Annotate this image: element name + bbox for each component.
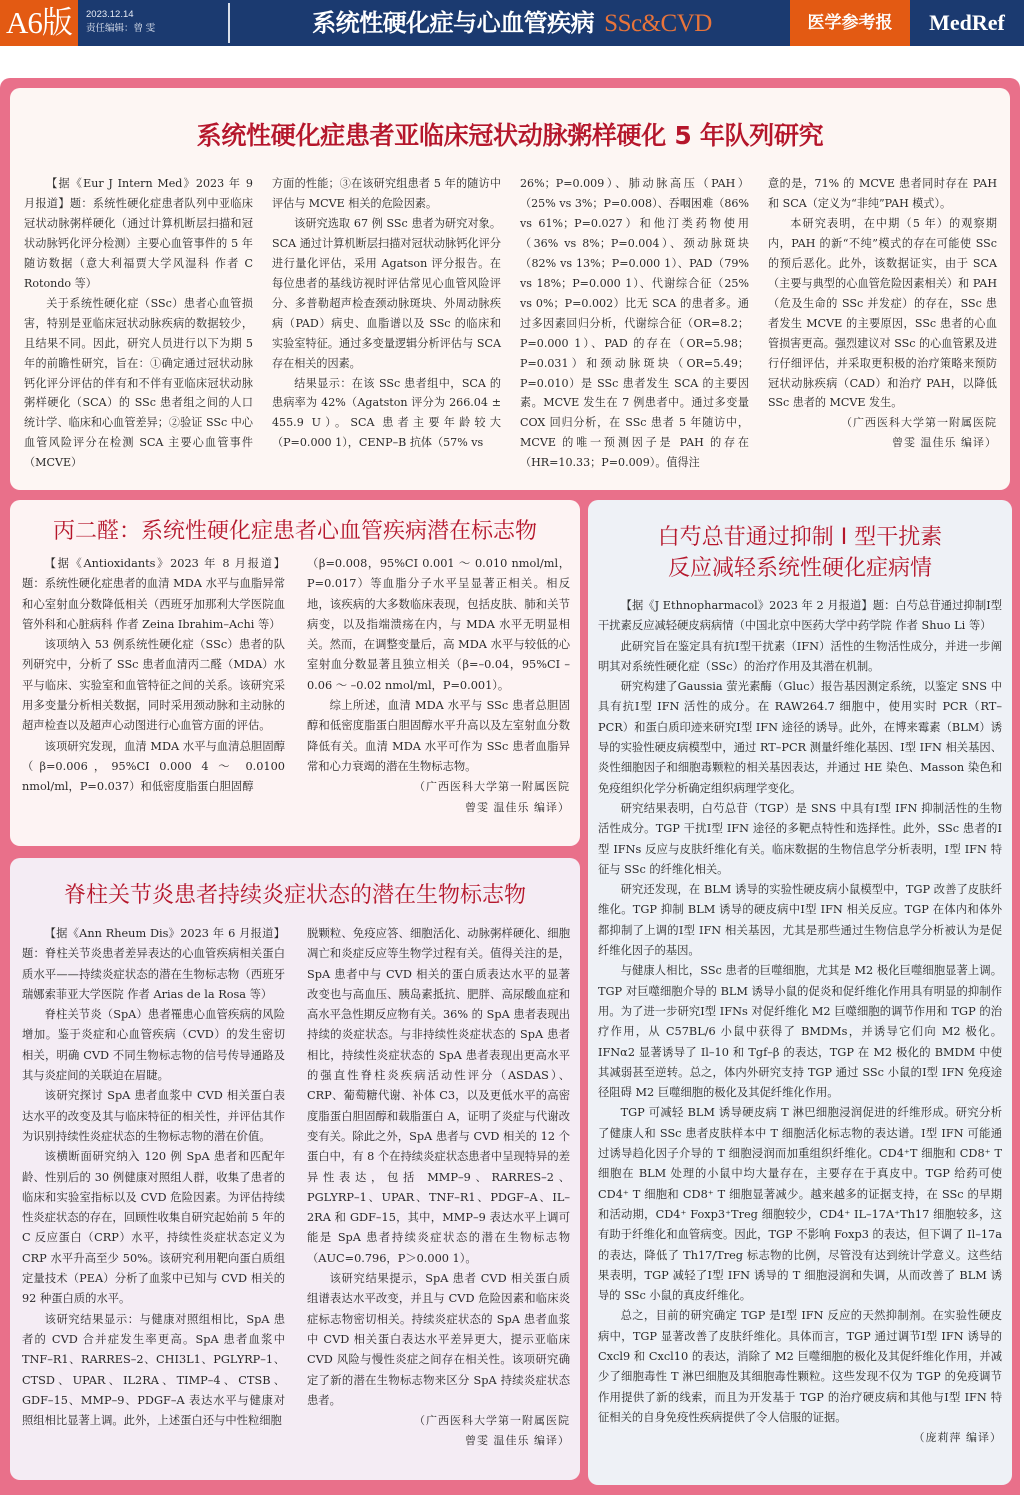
translator-credit: （庞莉萍 编译） <box>913 1431 1002 1445</box>
paragraph: 脊柱关节炎（SpA）患者罹患心血管疾病的风险增加。鉴于炎症和心血管疾病（CVD）的发生密切相关，明确 CVD 不同生物标志物的信号传导通路及其与炎症间的关联迫在眉睫。 <box>22 1008 285 1083</box>
article-body <box>22 924 570 1476</box>
article-title: 系统性硬化症患者亚临床冠状动脉粥样硬化 5 年队列研究 <box>196 121 824 150</box>
paragraph: 【据《J Ethnopharmacol》2023 年 2 月报道】题：白芍总苷通过抑制Ⅰ型干扰素反应减轻硬皮病病情（中国北京中医药大学中药学院 作者 Shuo Li 等） <box>598 599 1002 633</box>
section-title <box>232 0 792 46</box>
brand-en-logo: MedRef <box>929 10 1005 35</box>
source-credit: （广西医科大学第一附属医院 <box>414 1414 570 1428</box>
issue-date: 2023.12.14 <box>86 9 134 20</box>
paragraph: 本研究表明，在中期（5 年）的观察期内，PAH 的新“不纯”模式的存在可能使 SSc 的预后恶化。此外，该数据证实，由于 SCA（主要与典型的心血管危险因素相关）和 PAH（危及生命的 SSc 并发症）的存在，SSc 患者发生 MCVE 的主要原因，SSc 患者的心血管损害更高。强烈建议对 SSc 的心血管累及进行仔细评估，并采取更积极的治疗策略来预防冠状动脉疾病（CAD）和治疗 PAH，以降低 SSc 患者的 MCVE 发生。 <box>768 216 997 410</box>
source-credit: （广西医科大学第一附属医院 <box>414 780 570 794</box>
paragraph: 该项纳入 53 例系统性硬化症（SSc）患者的队列研究中，分析了 SSc 患者血清丙二醛（MDA）水平与临床、实验室和血管特征之间的关系。该研究采用多变量分析相关数据，同时采用颈动脉和主动脉的超声检查以及超声心动图进行心血管方面的评估。 <box>22 638 285 733</box>
paragraph: 该项研究发现，血清 MDA 水平与血清总胆固醇（β=0.006，95%CI 0.000 4 ～ 0.0100 nmol/ml，P=0.037）和低密度脂蛋白胆固醇 <box>22 739 285 794</box>
column-3 <box>520 174 749 473</box>
paragraph: 该研究探讨 SpA 患者血浆中 CVD 相关蛋白表达水平的改变及其与临床特征的相关性，并评估其作为识别持续性炎症状态的生物标志物的潜在价值。 <box>22 1089 285 1143</box>
article-title <box>588 522 1012 584</box>
article-tgp-ifn <box>588 500 1012 1485</box>
paragraph: 研究结果表明，白芍总苷（TGP）是 SNS 中具有Ⅰ型 IFN 抑制活性的生物活性成分。TGP 干扰Ⅰ型 IFN 途径的多靶点特性和选择性。此外，SSc 患者的Ⅰ型 IFNs 反应与皮肤纤维化有关。临床数据的生物信息学分析表明，Ⅰ型 IFN 特征与 SSc 的纤维化相关。 <box>598 801 1002 876</box>
paragraph: 综上所述，血清 MDA 水平与 SSc 患者总胆固醇和低密度脂蛋白胆固醇水平升高以及左室射血分数降低有关。血清 MDA 水平可作为 SSc 患者血脂异常和心力衰竭的潜在生物标志物。 <box>307 699 570 773</box>
paragraph: 【据《Ann Rheum Dis》2023 年 6 月报道】题：脊柱关节炎患者差异表达的心血管疾病相关蛋白质水平——持续炎症状态的潜在生物标志物（西班牙瑞娜索菲亚大学医院 作者 Arias de la Rosa 等） <box>22 927 285 1001</box>
page-header <box>0 0 1024 46</box>
paragraph: 该横断面研究纳入 120 例 SpA 患者和匹配年龄、性别后的 30 例健康对照组人群，收集了患者的临床和实验室指标以及 CVD 危险因素。为评估持续性炎症状态的存在，回顾性收集自研究起始前 5 年的 C 反应蛋白（CRP）水平，持续性炎症状态定义为 CRP 水平升高至少 50%。该研究利用靶向蛋白质组定量技术（PEA）分析了血浆中已知与 CVD 相关的 92 种蛋白质的水平。 <box>22 1150 285 1306</box>
paragraph: 该研究结果显示：与健康对照组相比，SpA 患者的 CVD 合并症发生率更高。SpA 患者血浆中 TNF–R1、RARRES–2、CHI3L1、PGLYRP–1、CTSD、UPAR、IL2RA、TIMP–4、CTSB、GDF–15、MMP–9、PDGF–A 表达水平与健康对照组相比显著上调。此外，上述蛋白还与中性粒细胞 <box>22 1312 285 1428</box>
paragraph: 方面的性能；③在该研究组患者 5 年的随访中评估与 MCVE 相关的危险因素。 <box>272 177 501 210</box>
paragraph: 研究还发现，在 BLM 诱导的实验性硬皮病小鼠模型中，TGP 改善了皮肤纤维化。TGP 抑制 BLM 诱导的硬皮病中Ⅰ型 IFN 相关反应。TGP 在体内和体外都抑制了上调的Ⅰ型 IFN 相关基因，尤其是那些通过生物信息学分析被认为是促纤维化因子的基因。 <box>598 883 1002 958</box>
article-title: 脊柱关节炎患者持续炎症状态的潜在生物标志物 <box>63 883 526 908</box>
article-title: 丙二醛：系统性硬化症患者心血管疾病潜在标志物 <box>52 519 537 544</box>
brand-cn: 医学参考报 <box>790 0 910 46</box>
header-meta <box>86 8 155 36</box>
article-ssc-cad-cohort <box>10 88 1010 490</box>
paragraph: 26%；P=0.009）、肺动脉高压（PAH）（25% vs 3%；P=0.008）、吞咽困难（86% vs 61%；P=0.027）和他汀类药物使用（36% vs 8%；P=0.004）、颈动脉斑块（82% vs 13%；P=0.000 1）、PAD（79% vs 18%；P=0.000 1）、代谢综合征（25% vs 0%；P=0.002）比无 SCA 的患者多。通过多因素回归分析，代谢综合征（OR=8.2；P=0.000 1）、PAD 的存在（OR=5.98；P=0.031）和颈动脉斑块（OR=5.49；P=0.010）是 SSc 患者发生 SCA 的主要因素。MCVE 发生在 7 例患者中。通过多变量 COX 回归分析，在 SSc 患者 5 年随访中，MCVE 的唯一预测因子是 PAH 的存在（HR=10.33；P=0.009）。值得注 <box>520 177 749 470</box>
column-2 <box>272 174 501 453</box>
paragraph: 结果显示：在该 SSc 患者组中，SCA 的患病率为 42%（Agatston 评分为 266.04 ± 455.9 U）。SCA 患者主要年龄较大（P=0.000 1），CENP–B 抗体（57% vs <box>272 376 501 450</box>
translator-credit: 曾雯 温佳乐 编译） <box>465 800 570 814</box>
paragraph: 该研究选取 67 例 SSc 患者为研究对象。SCA 通过计算机断层扫描对冠状动脉钙化评分进行量化评估，采用 Agatson 评分报告。在每位患者的基线访视时评估常见心血管风险评分、多普勒超声检查颈动脉斑块、外周动脉疾病（PAD）病史、血脂谱以及 SSc 的临床和实验室特征。通过多变量逻辑分析评估与 SCA 存在相关的因素。 <box>272 216 501 370</box>
column-1 <box>24 174 253 473</box>
article-title-line-2: 反应减轻系统性硬化症病情 <box>667 556 932 581</box>
paragraph: 脱颗粒、免疫应答、细胞活化、动脉粥样硬化、细胞凋亡和炎症反应等生物学过程有关。值得关注的是，SpA 患者中与 CVD 相关的蛋白质表达水平的显著改变也与高血压、胰岛素抵抗、肥胖、高尿酸血症和高水平急性期反应物有关。36% 的 SpA 患者表现出持续的炎症状态。与非持续性炎症状态的 SpA 患者相比，持续性炎症状态的 SpA 患者表现出更高水平的强直性脊柱炎疾病活动性评分（ASDAS）、CRP、葡萄糖代谢、补体 C3，以及更低水平的高密度脂蛋白胆固醇和载脂蛋白 A，证明了炎症与代谢改变有关。除此之外，SpA 患者与 CVD 相关的 12 个蛋白中，有 8 个在持续炎症状态患者中呈现特异的差异性表达，包括 MMP–9、RARRES–2、PGLYRP–1、UPAR、TNF–R1、PDGF–A、IL–2RA 和 GDF–15，其中，MMP–9 表达水平上调可能是 SpA 患者持续炎症状态的潜在生物标志物（AUC=0.796，P＞0.000 1）。 <box>307 927 570 1265</box>
article-body <box>24 174 996 484</box>
header-divider <box>228 3 230 43</box>
editor-credit: 责任编辑：曾 雯 <box>86 23 156 34</box>
translator-credit: 曾雯 温佳乐 编译） <box>892 436 997 450</box>
column-1 <box>598 596 1002 1448</box>
paragraph: 与健康人相比，SSc 患者的巨噬细胞，尤其是 M2 极化巨噬细胞显著上调。TGP 对巨噬细胞介导的 BLM 诱导小鼠的促炎和促纤维化作用具有明显的抑制作用。为了进一步研究Ⅰ型 IFNs 对促纤维化 M2 巨噬细胞的调节作用和 TGP 的治疗作用，从 C57BL/6 小鼠中获得了 BMDMs，并诱导它们向 M2 极化。IFNα2 显著诱导了 Il–10 和 Tgf–β 的表达，TGP 在 M2 极化的 BMDM 中使其减弱甚至逆转。总之，体内外研究支持 TGP 通过 SSc 小鼠的Ⅰ型 IFN 免疫途径阻碍 M2 巨噬细胞的极化及其促纤维化作用。 <box>598 964 1002 1100</box>
paragraph: 意的是，71% 的 MCVE 患者同时存在 PAH 和 SCA（定义为“非纯”PAH 模式）。 <box>768 177 997 210</box>
column-1 <box>22 924 285 1431</box>
column-1 <box>22 554 285 798</box>
translator-credit: 曾雯 温佳乐 编译） <box>465 1434 570 1448</box>
column-2 <box>307 924 570 1452</box>
section-title-cn: 系统性硬化症与心血管疾病 <box>312 8 595 37</box>
article-body <box>22 554 570 844</box>
article-spa-biomarker <box>10 858 580 1480</box>
section-title-en: SSc&CVD <box>604 10 712 37</box>
edition-label: A6版 <box>0 0 78 46</box>
article-mda-marker <box>10 500 580 846</box>
article-title-line-1: 白芍总苷通过抑制 I 型干扰素 <box>657 525 943 550</box>
paragraph: 总之，目前的研究确定 TGP 是Ⅰ型 IFN 反应的天然抑制剂。在实验性硬皮病中，TGP 显著改善了皮肤纤维化。具体而言，TGP 通过调节Ⅰ型 IFN 诱导的 Cxcl9 和 Cxcl10 的表达，消除了 M2 巨噬细胞的极化及其促纤维化作用，并减少了细胞毒性 T 淋巴细胞及其细胞毒性颗粒。这些发现不仅为 TGP 的免疫调节作用提供了新的线索，而且为开发基于 TGP 的治疗硬皮病和其他与Ⅰ型 IFN 特征相关的自身免疫性疾病提供了令人信服的证据。 <box>598 1309 1002 1424</box>
source-credit: （广西医科大学第一附属医院 <box>841 416 997 430</box>
paragraph: TGP 可减轻 BLM 诱导硬皮病 T 淋巴细胞浸润促进的纤维形成。研究分析了健康人和 SSc 患者皮肤样本中 T 细胞活化标志物的表达谱。Ⅰ型 IFN 可能通过诱导趋化因子介导的 T 细胞浸润而加重组织纤维化。CD4⁺T 细胞和 CD8⁺ T 细胞在 BLM 处理的小鼠中均大量存在，主要存在于真皮中。TGP 给药可使 CD4⁺ T 细胞和 CD8⁺ T 细胞显著减少。越来越多的证据支持，在 SSc 的早期和活动期，CD4⁺ Foxp3⁺Treg 细胞较少，CD4⁺ IL–17A⁺Th17 细胞较多，这有助于纤维化和血管病变。因此，TGP 不影响 Foxp3 的表达，但下调了 Il–17a 的表达，降低了 Th17/Treg 标志物的比例，尽管没有达到统计学意义。这些结果表明，TGP 减轻了Ⅰ型 IFN 诱导的 T 细胞浸润和失调，从而改善了 BLM 诱导的 SSc 小鼠的真皮纤维化。 <box>598 1106 1002 1303</box>
column-2 <box>307 554 570 818</box>
column-4 <box>768 174 997 453</box>
paragraph: 此研究旨在鉴定具有抗Ⅰ型干扰素（IFN）活性的生物活性成分，并进一步阐明其对系统性硬化症（SSc）的治疗作用及其潜在机制。 <box>598 639 1002 673</box>
paragraph: 【据《Eur J Intern Med》2023 年 9 月报道】题：系统性硬化症患者队列中亚临床冠状动脉粥样硬化（通过计算机断层扫描和冠状动脉钙化评分检测）主要心血管事件的 5 年随访数据（意大利福贾大学风湿科 作者 C Rotondo 等） <box>24 177 253 290</box>
paragraph: 研究构建了Gaussia 萤光素酶（Gluc）报告基因测定系统，以鉴定 SNS 中具有抗Ⅰ型 IFN 活性的成分。在 RAW264.7 细胞中，使用实时 PCR（RT–PCR）和蛋白质印迹来研究Ⅰ型 IFN 途径的诱导。此外，在博来霉素（BLM）诱导的实验性硬皮病模型中，通过 RT–PCR 测量纤维化基因、Ⅰ型 IFN 相关基因、炎性细胞因子和细胞毒颗粒的相关基因表达，并通过 HE 染色、Masson 染色和免疫组织化学分析确定组织病理学变化。 <box>598 680 1002 795</box>
paragraph: 关于系统性硬化症（SSc）患者心血管损害，特别是亚临床冠状动脉疾病的数据较少，且结果不同。因此，研究人员进行以下为期 5 年的前瞻性研究，旨在：①确定通过冠状动脉钙化评分评估的伴有和不伴有亚临床冠状动脉粥样硬化（SCA）的 SSc 患者组之间的人口统计学、临床和心血管差异；②验证 SSc 中心血管风险评分在检测 SCA 主要心血管事件（MCVE） <box>24 296 253 470</box>
paragraph: （β=0.008，95%CI 0.001 ～ 0.010 nmol/ml，P=0.017）等血脂分子水平呈显著正相关。相反地，该疾病的大多数临床表现，包括皮肤、肺和关节病变，以及指端溃疡在内，与 MDA 水平无明显相关。然而，在调整变量后，高 MDA 水平与较低的心室射血分数显著且独立相关（β=–0.04，95%CI –0.06 ～ –0.02 nmol/ml，P=0.001）。 <box>307 557 570 692</box>
paragraph: 【据《Antioxidants》2023 年 8 月报道】题：系统性硬化症患者的血清 MDA 水平与血脂异常和心室射血分数降低相关（西班牙加那利大学医院血管外科和心脏病科 作者 Zeina Ibrahim–Achi 等） <box>22 557 285 631</box>
paragraph: 该研究结果提示，SpA 患者 CVD 相关蛋白质组谱表达水平改变，并且与 CVD 危险因素和临床炎症标志物密切相关。持续炎症状态的 SpA 患者血浆中 CVD 相关蛋白表达水平差异更大，提示亚临床 CVD 风险与慢性炎症之间存在相关性。该项研究确定了新的潜在生物标志物来区分 SpA 持续炎症状态患者。 <box>307 1272 570 1407</box>
article-body <box>598 596 1002 1481</box>
